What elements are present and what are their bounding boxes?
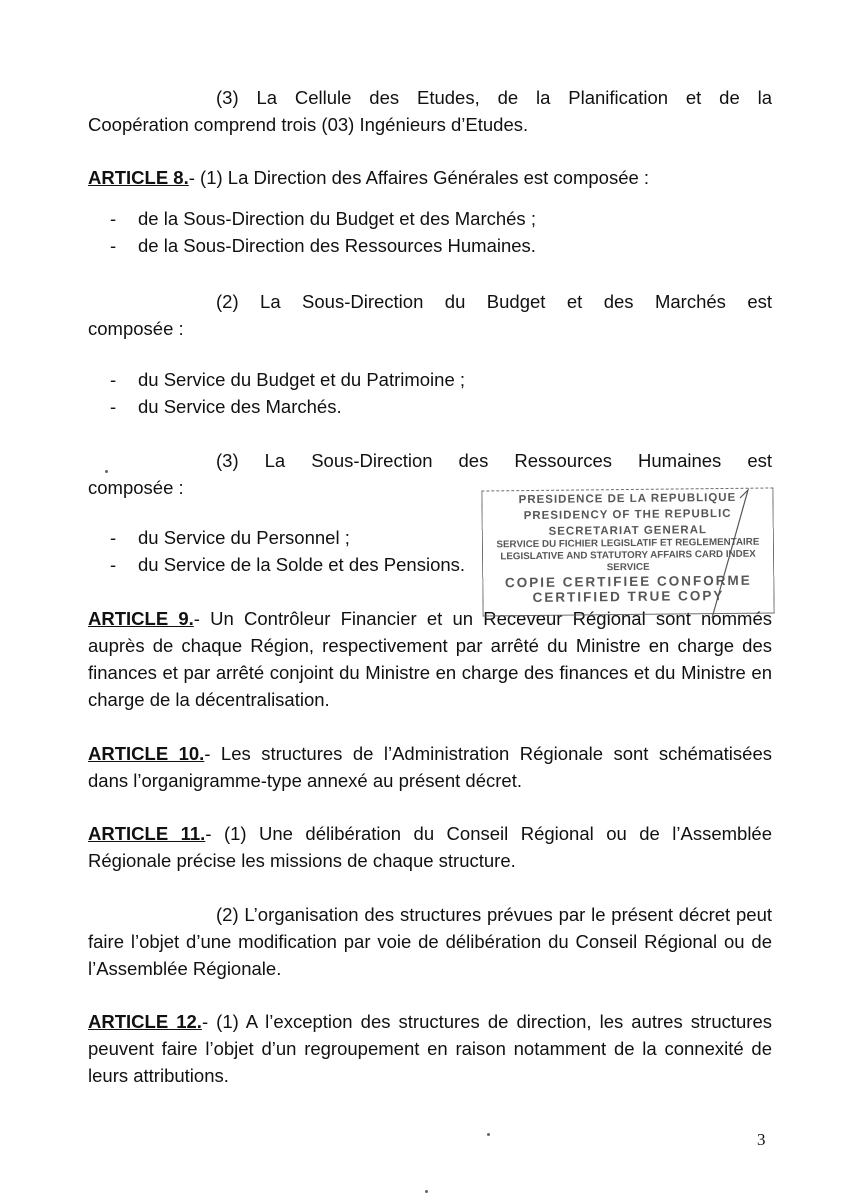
list-item: - de la Sous-Direction des Ressources Humaines. <box>110 232 536 259</box>
article-11-paragraph <box>88 820 772 874</box>
paragraph-line: (3) La Cellule des Etudes, de la Planification et de la <box>216 87 772 108</box>
list-item: - du Service de la Solde et des Pensions. <box>110 551 465 578</box>
list-item: - de la Sous-Direction du Budget et des Marchés ; <box>110 205 536 232</box>
speck-mark <box>425 1190 428 1193</box>
paragraph-line: composée : <box>88 477 184 498</box>
paragraph-line: (2) La Sous-Direction du Budget et des Marchés est <box>216 291 772 312</box>
stamp-line: CERTIFIED TRUE COPY <box>532 587 725 606</box>
list-item: - du Service des Marchés. <box>110 393 465 420</box>
article-text: - Les structures de l’Administration Régionale sont schématisées dans l’organigramme-type annexé au présent décret. <box>88 743 772 791</box>
article-8-2-paragraph <box>88 288 772 342</box>
article-8-2-list <box>110 366 465 420</box>
article-label: ARTICLE 10. <box>88 743 205 764</box>
paragraph-cellule-etudes <box>88 84 772 138</box>
speck-mark <box>487 1133 490 1136</box>
page-number: 3 <box>757 1130 766 1149</box>
article-11-2-paragraph <box>88 901 772 982</box>
article-8-list <box>110 205 536 259</box>
article-label: ARTICLE 12. <box>88 1011 202 1032</box>
article-text: - (1) La Direction des Affaires Générales est composée : <box>188 167 650 188</box>
article-label: ARTICLE 11. <box>88 823 206 844</box>
paragraph-line: composée : <box>88 318 184 339</box>
list-item: - du Service du Budget et du Patrimoine ; <box>110 366 465 393</box>
stamp-line: SECRETARIAT GENERAL <box>548 524 708 538</box>
paragraph-text: (2) L’organisation des structures prévues par le présent décret peut faire l’objet d’une modification par voie de délibération du Conseil Régional ou de l’Assemblée Régionale. <box>88 904 772 979</box>
article-8-3-list <box>110 524 465 578</box>
article-label: ARTICLE 8. <box>88 167 189 188</box>
article-text: - (1) A l’exception des structures de direction, les autres structures peuvent faire l’objet d’un regroupement en raison notamment de la connexité de leurs attributions. <box>88 1011 772 1086</box>
stamp-line: SERVICE DU FICHIER LEGISLATIF ET REGLEMENTAIRE <box>496 536 760 551</box>
article-text: - (1) Une délibération du Conseil Régional ou de l’Assemblée Régionale précise les missions de chaque structure. <box>88 823 773 871</box>
stamp-line: LEGISLATIVE AND STATUTORY AFFAIRS CARD INDEX SERVICE <box>500 548 756 574</box>
article-9-paragraph <box>88 605 772 713</box>
paragraph-line: (3) La Sous-Direction des Ressources Humaines est <box>216 450 772 471</box>
article-text: - Un Contrôleur Financier et un Receveur Régional sont nommés auprès de chaque Région, respectivement par arrêté du Ministre en charge des finances et par arrêté conjoint du Ministre en charge des finances et du Ministre en charge de la décentralisation. <box>88 608 772 710</box>
stamp-line: PRESIDENCY OF THE REPUBLIC <box>523 507 732 523</box>
paragraph-line: Coopération comprend trois (03) Ingénieurs d’Etudes. <box>88 114 529 135</box>
article-8-heading <box>88 164 772 191</box>
list-item: - du Service du Personnel ; <box>110 524 465 551</box>
stamp-line: PRESIDENCE DE LA REPUBLIQUE <box>518 491 737 507</box>
article-10-paragraph <box>88 740 772 794</box>
article-label: ARTICLE 9. <box>88 608 194 629</box>
speck-mark <box>105 470 108 473</box>
article-12-paragraph <box>88 1008 772 1089</box>
stamp-line: COPIE CERTIFIEE CONFORME <box>504 572 752 591</box>
signature-mark-icon <box>690 480 770 630</box>
